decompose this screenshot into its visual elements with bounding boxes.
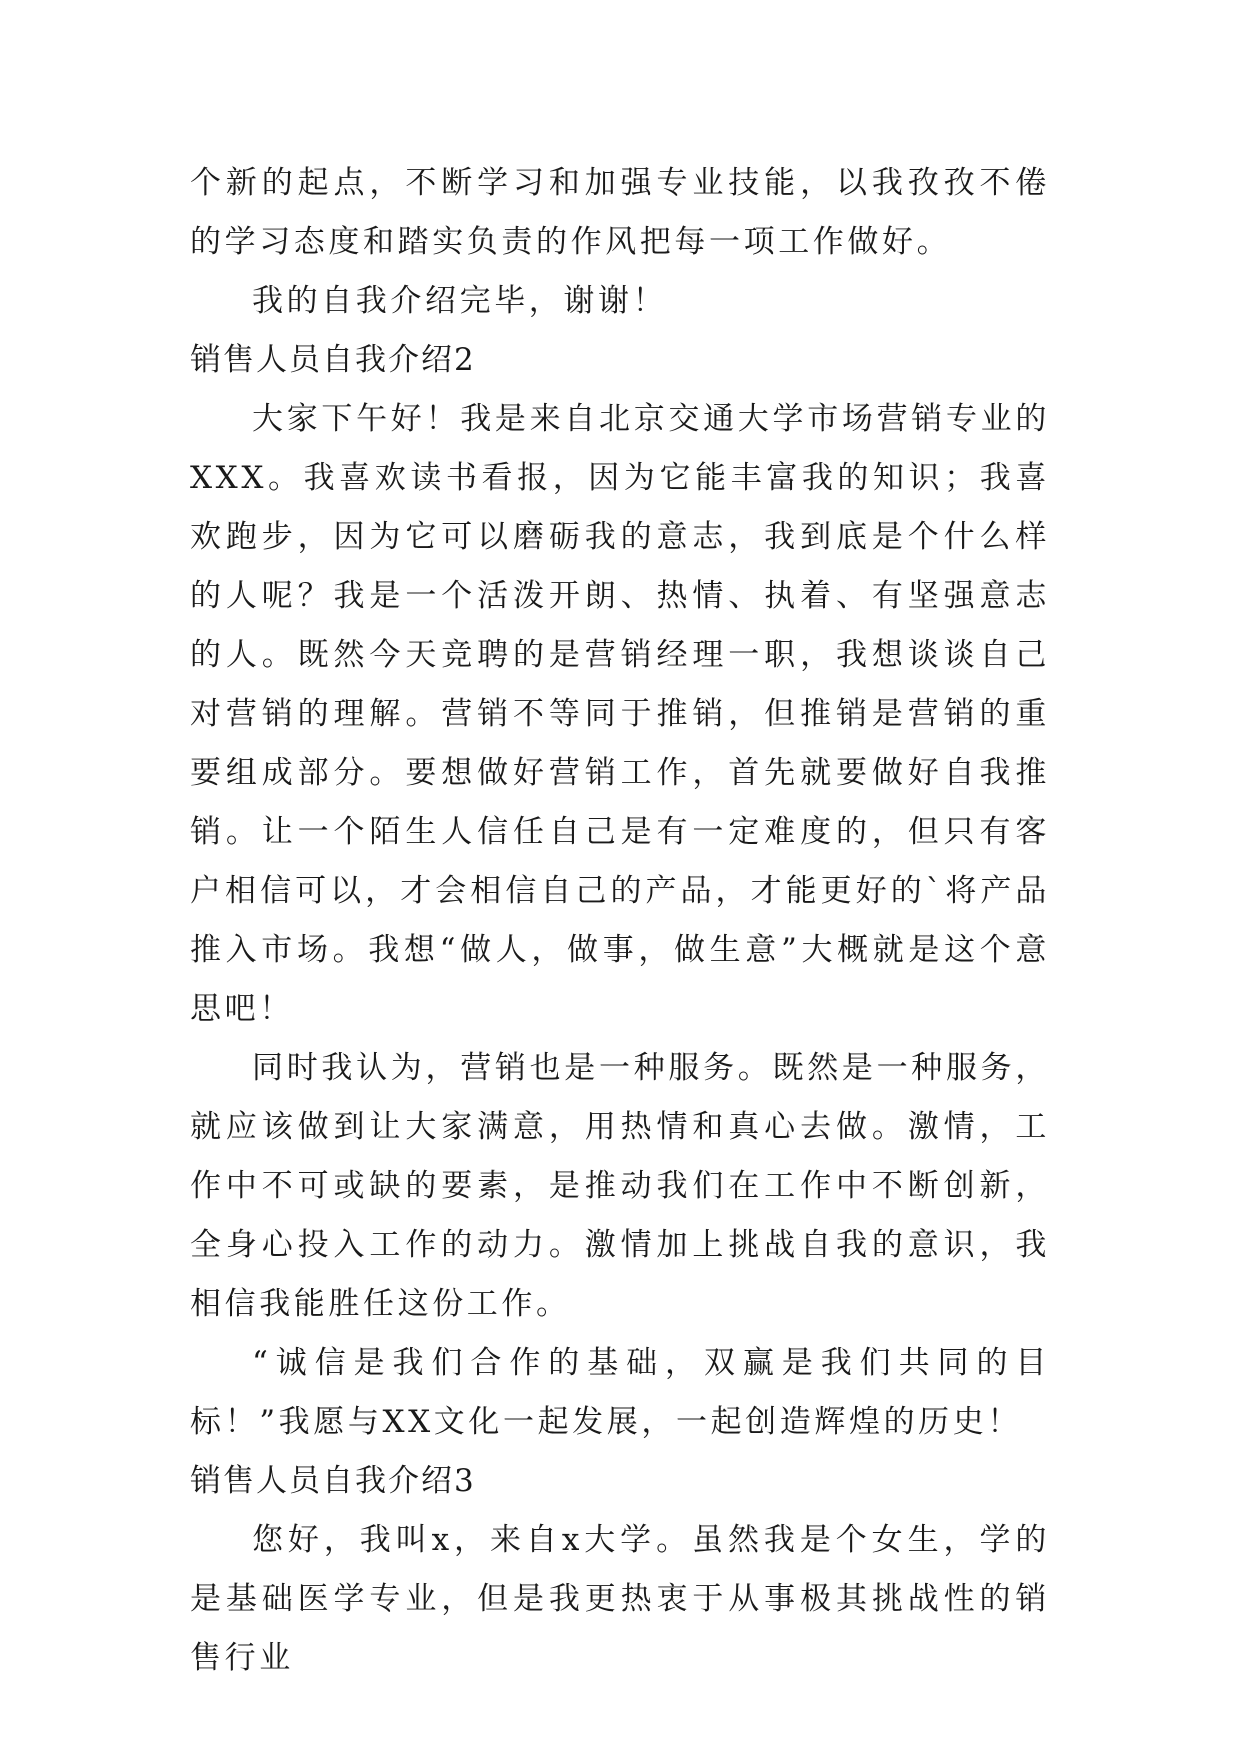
closing-line: 我的自我介绍完毕，谢谢！ [252,283,668,319]
continued-paragraph: 个新的起点，不断学习和加强专业技能，以我孜孜不倦的学习态度和踏实负责的作风把每一项工作做好。 [190,165,1050,260]
section2-paragraph-3: “诚信是我们合作的基础，双赢是我们共同的目标！”我愿与XX文化一起发展，一起创造辉煌的历史！ [190,1345,1050,1440]
document-body [190,154,1050,1688]
section2-paragraph-2: 同时我认为，营销也是一种服务。既然是一种服务，就应该做到让大家满意，用热情和真心去做。激情，工作中不可或缺的要素，是推动我们在工作中不断创新，全身心投入工作的动力。激情加上挑战自我的意识，我相信我能胜任这份工作。 [190,1050,1050,1322]
section3-paragraph-1: 您好，我叫x，来自x大学。虽然我是个女生，学的是基础医学专业，但是我更热衷于从事极其挑战性的销售行业 [190,1522,1050,1676]
section-heading-3: 销售人员自我介绍3 [190,1463,476,1499]
section2-paragraph-1: 大家下午好！我是来自北京交通大学市场营销专业的XXX。我喜欢读书看报，因为它能丰富我的知识；我喜欢跑步，因为它可以磨砺我的意志，我到底是个什么样的人呢？我是一个活泼开朗、热情、执着、有坚强意志的人。既然今天竞聘的是营销经理一职，我想谈谈自己对营销的理解。营销不等同于推销，但推销是营销的重要组成部分。要想做好营销工作，首先就要做好自我推销。让一个陌生人信任自己是有一定难度的，但只有客户相信可以，才会相信自己的产品，才能更好的`将产品推入市场。我想“做人，做事，做生意”大概就是这个意思吧！ [190,401,1050,1027]
section-heading-2: 销售人员自我介绍2 [190,342,476,378]
